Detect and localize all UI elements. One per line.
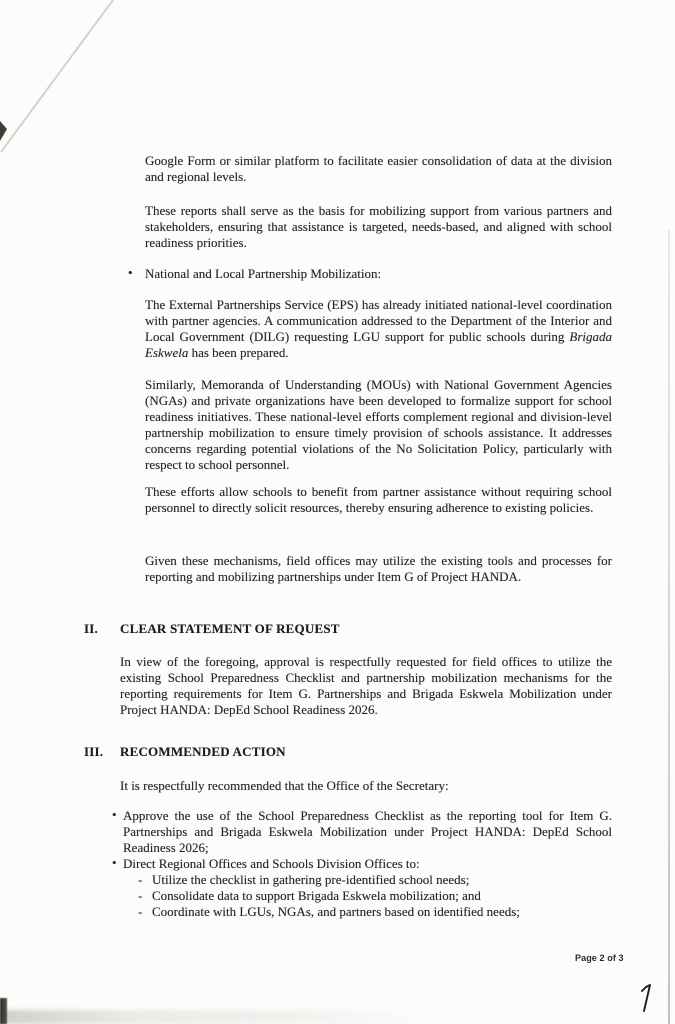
bullet-item-label: National and Local Partnership Mobilization: bbox=[145, 266, 382, 281]
sub-list-item bbox=[112, 888, 612, 904]
paragraph-text: has been prepared. bbox=[188, 345, 289, 360]
section-title: CLEAR STATEMENT OF REQUEST bbox=[120, 621, 340, 636]
bullet-item bbox=[127, 266, 612, 282]
sub-item-label: Consolidate data to support Brigada Eskwela mobilization; and bbox=[152, 888, 481, 903]
bullet-item-label: Direct Regional Offices and Schools Division Offices to: bbox=[123, 856, 420, 871]
sub-list-item bbox=[112, 904, 612, 920]
bullet-item-label: Approve the use of the School Preparedness Checklist as the reporting tool for Item G. Partnerships and Brigada Eskwela Mobilization under Project HANDA: DepEd School Readiness 2026; bbox=[123, 808, 612, 855]
section-heading bbox=[84, 744, 612, 760]
scan-edge-artifact bbox=[668, 230, 670, 1024]
bullet-marker: • bbox=[128, 265, 133, 280]
body-paragraph: Google Form or similar platform to facilitate easier consolidation of data at the division and regional levels. bbox=[145, 153, 612, 184]
body-paragraph: In view of the foregoing, approval is respectfully requested for field offices to utilize the existing School Preparedness Checklist and partnership mobilization mechanisms for the reporting requirements for Item G. Partnerships and Brigada Eskwela Mobilization under Project HANDA: DepEd School Readiness 2026. bbox=[120, 654, 612, 717]
dash-marker: - bbox=[138, 872, 143, 887]
section-title: RECOMMENDED ACTION bbox=[120, 744, 286, 759]
dash-marker: - bbox=[138, 904, 143, 919]
body-paragraph: It is respectfully recommended that the Office of the Secretary: bbox=[120, 778, 449, 793]
bullet-marker: • bbox=[112, 855, 117, 870]
body-paragraph: These efforts allow schools to benefit from partner assistance without requiring school personnel to directly solicit resources, thereby ensuring adherence to existing policies. bbox=[145, 484, 612, 515]
section-number: III. bbox=[84, 744, 104, 759]
sub-item-label: Utilize the checklist in gathering pre-identified school needs; bbox=[152, 872, 470, 887]
body-paragraph: These reports shall serve as the basis for mobilizing support from various partners and stakeholders, ensuring that assistance is targeted, needs-based, and aligned with school readiness priorities. bbox=[145, 203, 612, 250]
italic-phrase: Brigada Eskwela bbox=[145, 329, 612, 360]
bullet-item bbox=[112, 808, 612, 856]
body-paragraph bbox=[145, 297, 612, 361]
section-heading bbox=[84, 621, 612, 637]
handwritten-mark bbox=[636, 981, 666, 1021]
dash-marker: - bbox=[138, 888, 143, 903]
sub-item-label: Coordinate with LGUs, NGAs, and partners based on identified needs; bbox=[152, 904, 520, 919]
bullet-marker: • bbox=[112, 807, 117, 822]
body-paragraph: Given these mechanisms, field offices may utilize the existing tools and processes for reporting and mobilizing partnerships under Item G of Project HANDA. bbox=[145, 553, 612, 584]
sub-list-item bbox=[112, 872, 612, 888]
scan-corner-artifact bbox=[0, 998, 7, 1024]
paragraph-text: The External Partnerships Service (EPS) has already initiated national-level coordination with partner agencies. A communication addressed to the Department of the Interior and Local Government (DILG) requesting LGU support for public schools during bbox=[145, 297, 612, 344]
section-number: II. bbox=[84, 621, 98, 636]
bullet-item bbox=[112, 856, 612, 872]
recommendation-list bbox=[112, 808, 612, 920]
page-footer: Page 2 of 3 bbox=[575, 953, 624, 963]
page-crease-artifact bbox=[0, 0, 130, 170]
body-paragraph: Similarly, Memoranda of Understanding (MOUs) with National Government Agencies (NGAs) and private organizations have been developed to formalize support for school readiness initiatives. These national-level efforts complement regional and division-level partnership mobilization to ensure timely provision of schools assistance. It addresses concerns regarding potential violations of the No Solicitation Policy, particularly with respect to school personnel. bbox=[145, 377, 612, 472]
scan-smudge-artifact bbox=[0, 1010, 430, 1024]
